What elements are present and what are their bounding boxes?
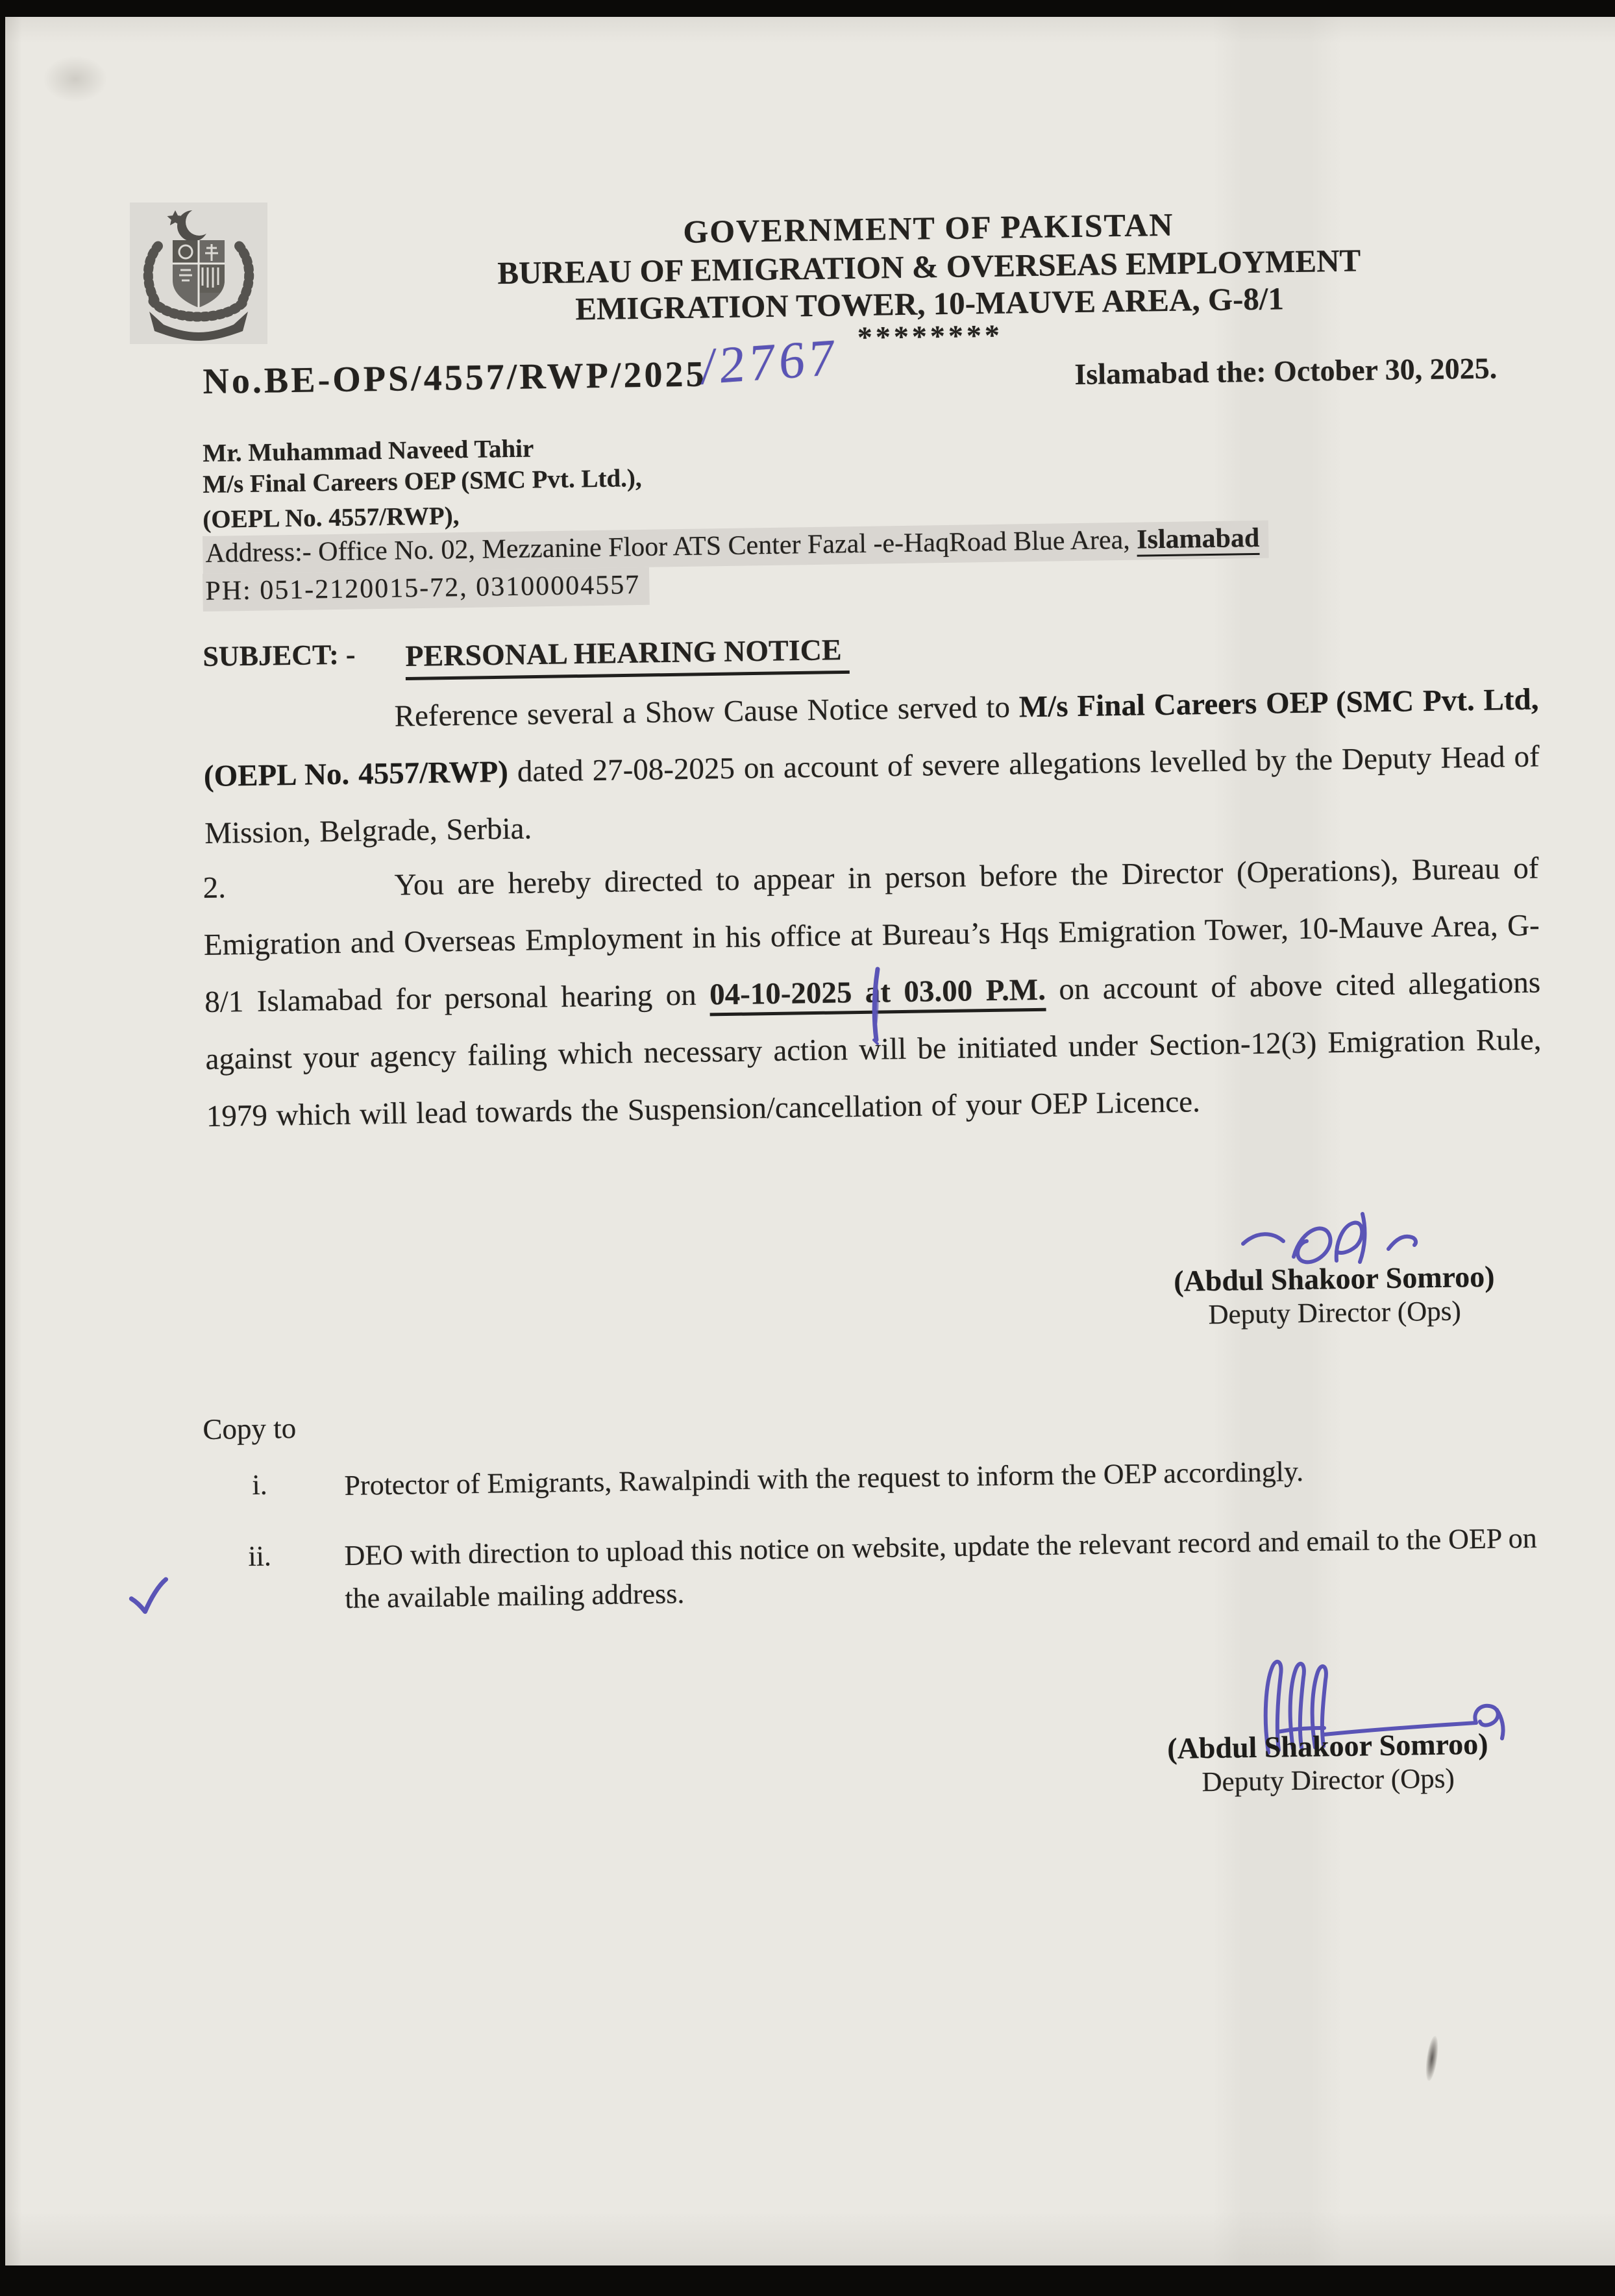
signatory-block-2 <box>1123 1726 1533 1801</box>
body-paragraph-1 <box>203 671 1541 862</box>
copy-item-numeral: ii. <box>248 1540 272 1572</box>
ink-smudge <box>1424 2035 1440 2082</box>
subject-label: SUBJECT: - <box>203 638 356 673</box>
org-country-line: GOVERNMENT OF PAKISTAN <box>682 206 1174 250</box>
copy-item-numeral: i. <box>252 1468 267 1501</box>
signatory-title: Deputy Director (Ops) <box>1202 1763 1455 1798</box>
org-bureau-line: BUREAU OF EMIGRATION & OVERSEAS EMPLOYMENT <box>497 242 1361 291</box>
address-city: Islamabad <box>1137 523 1260 557</box>
addressee-company: M/s Final Careers OEP (SMC Pvt. Ltd.), <box>203 463 642 499</box>
para1-agency-bold: M/s Final Careers OEP (SMC Pvt. Ltd, (OEPL No. 4557/RWP) <box>203 682 1539 793</box>
addressee-name: Mr. Muhammad Naveed Tahir <box>203 434 534 467</box>
check-mark-icon <box>127 1577 170 1614</box>
copy-item: Protector of Emigrants, Rawalpindi with the request to inform the OEP accordingly. <box>344 1455 1304 1501</box>
copy-to-heading: Copy to <box>203 1411 297 1446</box>
signatory-title: Deputy Director (Ops) <box>1208 1296 1462 1331</box>
para1-text-2: dated 27-08-2025 on account of severe allegations levelled by the Deputy Head of Mission, Belgrade, Serbia. <box>204 739 1540 850</box>
pen-stroke-icon <box>867 966 887 1046</box>
addressee-phone: PH: 051-2120015-72, 03100004557 <box>203 567 650 611</box>
address-text: Address:- Office No. 02, Mezzanine Floor ATS Center Fazal -e-HaqRoad Blue Area, <box>205 525 1137 569</box>
addressee-license: (OEPL No. 4557/RWP), <box>203 502 460 534</box>
letterhead <box>461 201 1398 358</box>
reference-number: No.BE-OPS/4557/RWP/2025 <box>203 354 707 402</box>
header-divider-stars: ******** <box>857 318 1004 354</box>
subject-title: PERSONAL HEARING NOTICE <box>405 632 850 680</box>
org-address-line: EMIGRATION TOWER, 10-MAUVE AREA, G-8/1 <box>574 280 1285 327</box>
para2-text-2: on account of above cited allegations against your agency failing which necessary action will be initiated under Section-12(3) Emigration Rule, 1979 which will lead towards the Suspension/cancellation of your OEP Licence. <box>205 965 1542 1133</box>
paper-smudge <box>43 56 108 103</box>
handwritten-dispatch-number: /2767 <box>700 328 840 396</box>
pakistan-emblem <box>130 203 267 344</box>
copy-item: DEO with direction to upload this notice on website, update the relevant record and email to the OEP on the available mailing address. <box>344 1522 1537 1614</box>
signatory-block-1 <box>1129 1259 1540 1333</box>
para2-text: You are hereby directed to appear in person before the Director (Operations), Bureau of Emigration and Overseas Employment in his office at Bureau’s Hqs Emigration Tower, 10-Mauve Area, G-8/1 Islamabad for personal hearing on <box>203 851 1540 1019</box>
para1-text: Reference several a Show Cause Notice served to <box>394 690 1020 734</box>
paragraph-number: 2. <box>203 870 227 905</box>
hearing-date: 04-10-2025 at 03.00 P.M. <box>709 973 1046 1017</box>
letter-date: Islamabad the: October 30, 2025. <box>1074 351 1498 391</box>
pakistan-emblem-icon <box>130 203 267 344</box>
signatory-name: (Abdul Shakoor Somroo) <box>1173 1259 1495 1298</box>
signatory-name: (Abdul Shakoor Somroo) <box>1166 1727 1488 1765</box>
